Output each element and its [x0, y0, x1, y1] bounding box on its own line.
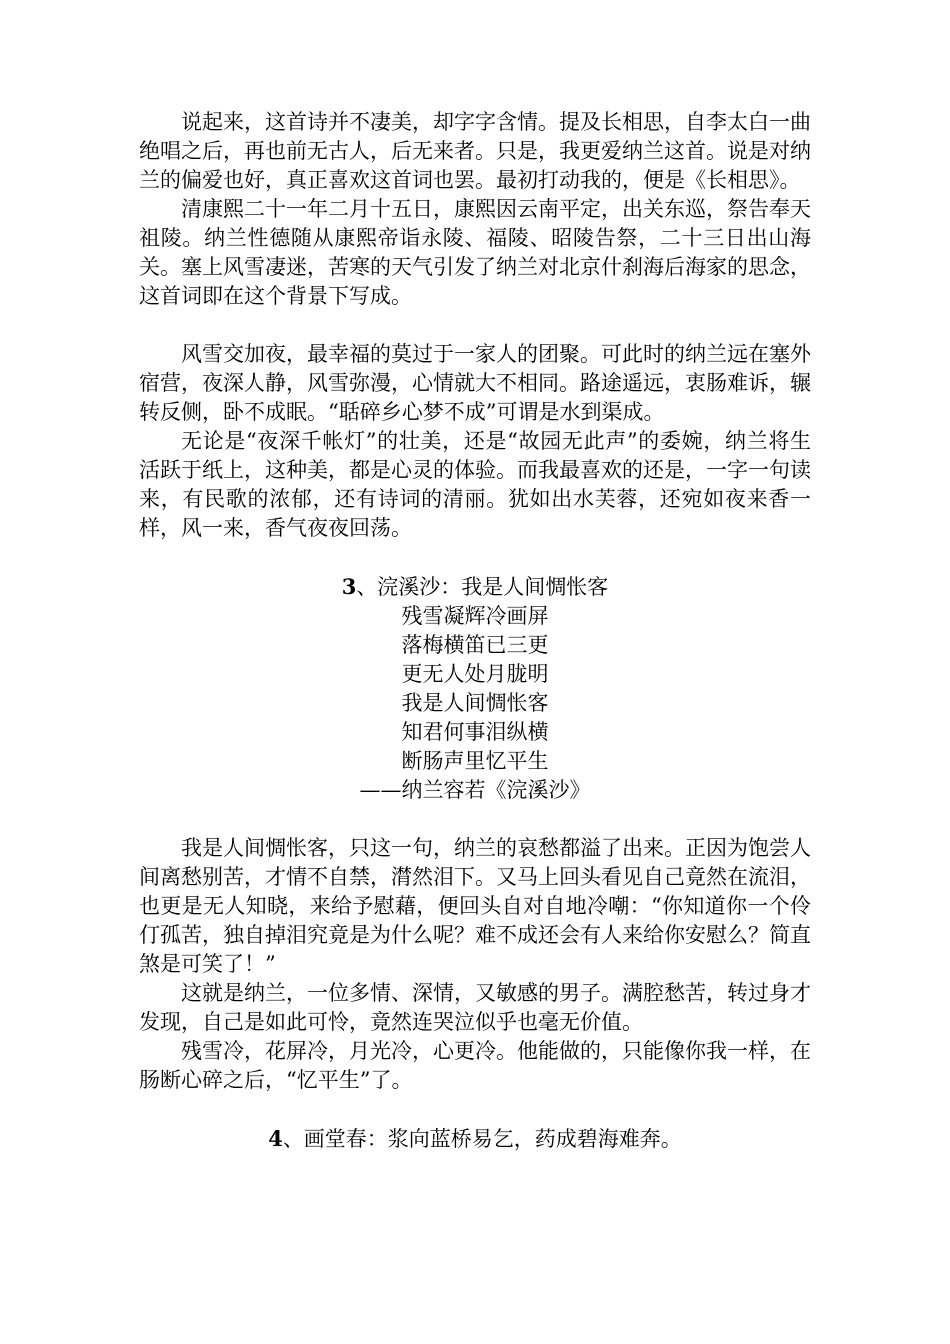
poem-line: 知君何事泪纵横 [401, 720, 549, 744]
section-number: 4 [268, 1126, 283, 1151]
poem-line: 残雪凝辉冷画屏 [401, 604, 549, 628]
paragraph: 我是人间惆怅客，只这一句，纳兰的哀愁都溢了出来。正因为饱尝人间离愁别苦，才情不自禁，潸然泪下。又马上回头看见自己竟然在流泪，也更是无人知晓，来给予慰藉，便回头自对自地冷嘲：“你知道你一个伶仃孤苦，独自掉泪究竟是为什么呢？难不成还会有人来给你安慰么？简直煞是可笑了！” [139, 836, 811, 976]
spacer [139, 543, 811, 572]
poem [139, 602, 811, 805]
paragraph: 残雪冷，花屏冷，月光冷，心更冷。他能做的，只能像你我一样，在肠断心碎之后，“忆平生”了。 [139, 1039, 811, 1092]
spacer [139, 311, 811, 340]
poem-line: 更无人处月胧明 [401, 662, 549, 686]
section-title: 、画堂春：浆向蓝桥易乞，药成碧海难奔。 [282, 1127, 682, 1151]
poem-line: 断肠声里忆平生 [401, 749, 549, 773]
spacer [139, 805, 811, 834]
section-title: 、浣溪沙：我是人间惆怅客 [356, 575, 609, 599]
spacer [139, 1095, 811, 1124]
poem-attribution: ——纳兰容若《浣溪沙》 [359, 778, 591, 802]
section-heading-4 [139, 1124, 811, 1154]
document-page [139, 108, 811, 1154]
paragraph: 清康熙二十一年二月十五日，康熙因云南平定，出关东巡，祭告奉天祖陵。纳兰性德随从康熙帝诣永陵、福陵、昭陵告祭，二十三日出山海关。塞上风雪凄迷，苦寒的天气引发了纳兰对北京什刹海后海家的思念，这首词即在这个背景下写成。 [139, 197, 811, 308]
section-heading-3 [139, 572, 811, 602]
paragraph: 无论是“夜深千帐灯”的壮美，还是“故园无此声”的委婉，纳兰将生活跃于纸上，这种美，都是心灵的体验。而我最喜欢的还是，一字一句读来，有民歌的浓郁，还有诗词的清丽。犹如出水芙蓉，还宛如夜来香一样，风一来，香气夜夜回荡。 [139, 429, 811, 540]
paragraph: 这就是纳兰，一位多情、深情，又敏感的男子。满腔愁苦，转过身才发现，自己是如此可怜，竟然连哭泣似乎也毫无价值。 [139, 981, 811, 1034]
poem-line: 落梅横笛已三更 [401, 633, 549, 657]
paragraph: 风雪交加夜，最幸福的莫过于一家人的团聚。可此时的纳兰远在塞外宿营，夜深人静，风雪弥漫，心情就大不相同。路途遥远，衷肠难诉，辗转反侧，卧不成眠。“聒碎乡心梦不成”可谓是水到渠成。 [139, 342, 811, 424]
poem-line: 我是人间惆怅客 [401, 691, 549, 715]
paragraph: 说起来，这首诗并不凄美，却字字含情。提及长相思，自李太白一曲绝唱之后，再也前无古人，后无来者。只是，我更爱纳兰这首。说是对纳兰的偏爱也好，真正喜欢这首词也罢。最初打动我的，便是《长相思》。 [139, 110, 811, 192]
section-number: 3 [341, 574, 357, 599]
